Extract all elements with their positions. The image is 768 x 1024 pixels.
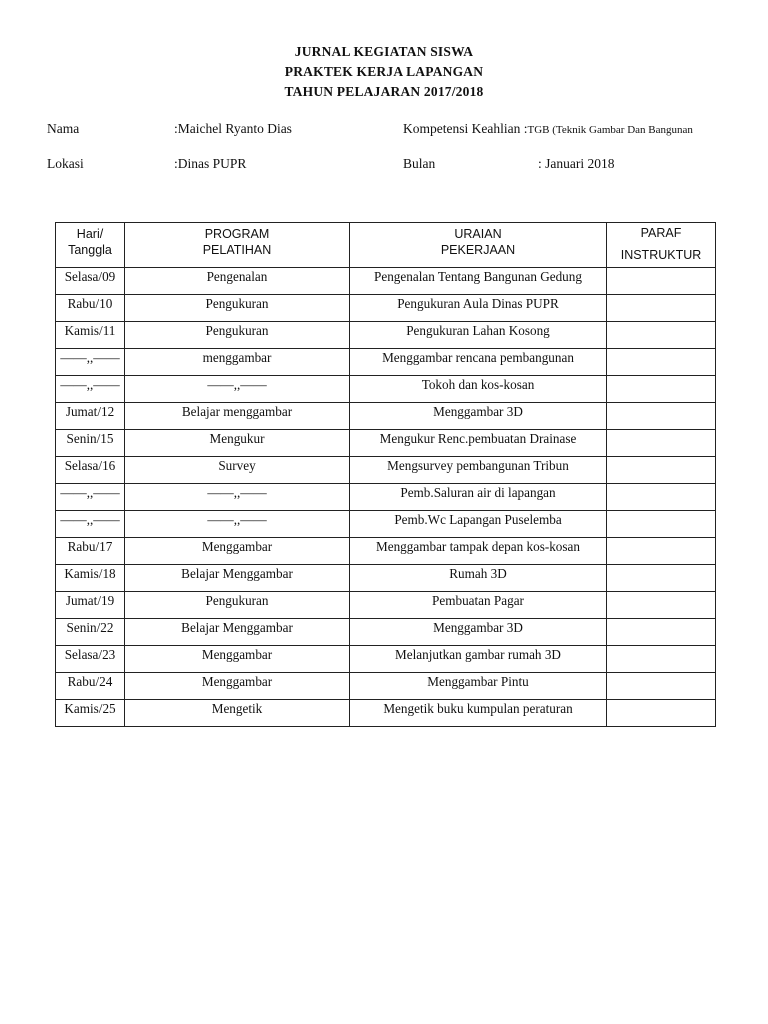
cell-uraian: Pengukuran Aula Dinas PUPR [350, 295, 607, 322]
cell-uraian: Pembuatan Pagar [350, 592, 607, 619]
cell-program: Menggambar [125, 646, 350, 673]
cell-hari: ——,,—— [56, 511, 125, 538]
table-row [56, 592, 716, 619]
cell-paraf [607, 646, 716, 673]
kompetensi-label: Kompetensi Keahlian : [403, 121, 528, 136]
cell-paraf [607, 376, 716, 403]
cell-uraian: Menggambar rencana pembangunan [350, 349, 607, 376]
lokasi-label: Lokasi [47, 156, 84, 171]
cell-program: Menggambar [125, 673, 350, 700]
header-paraf-line2: INSTRUKTUR [620, 248, 702, 262]
cell-hari: ——,,—— [56, 376, 125, 403]
cell-paraf [607, 565, 716, 592]
header-hari-line2: Tanggla [68, 243, 112, 257]
cell-paraf [607, 700, 716, 727]
cell-hari: Jumat/19 [56, 592, 125, 619]
cell-uraian: Pemb.Wc Lapangan Puselemba [350, 511, 607, 538]
cell-uraian: Menggambar tampak depan kos-kosan [350, 538, 607, 565]
cell-uraian: Pengukuran Lahan Kosong [350, 322, 607, 349]
cell-program: Survey [125, 457, 350, 484]
cell-program: ——,,—— [125, 511, 350, 538]
cell-paraf [607, 403, 716, 430]
doc-title-line3: TAHUN PELAJARAN 2017/2018 [284, 84, 484, 99]
cell-uraian: Tokoh dan kos-kosan [350, 376, 607, 403]
header-uraian-line2: PEKERJAAN [440, 243, 516, 257]
cell-program: ——,,—— [125, 376, 350, 403]
cell-uraian: Menggambar Pintu [350, 673, 607, 700]
cell-program: Belajar Menggambar [125, 619, 350, 646]
cell-hari: Selasa/23 [56, 646, 125, 673]
cell-paraf [607, 484, 716, 511]
cell-program: menggambar [125, 349, 350, 376]
cell-hari: Selasa/09 [56, 268, 125, 295]
cell-program: Mengetik [125, 700, 350, 727]
nama-label: Nama [47, 121, 80, 136]
cell-uraian: Mengukur Renc.pembuatan Drainase [350, 430, 607, 457]
table-row [56, 322, 716, 349]
journal-header-row [56, 223, 716, 268]
bulan-label: Bulan [403, 156, 436, 171]
table-row [56, 700, 716, 727]
cell-hari: Senin/15 [56, 430, 125, 457]
cell-paraf [607, 673, 716, 700]
header-uraian-line1: URAIAN [454, 227, 502, 241]
cell-paraf [607, 619, 716, 646]
table-row [56, 673, 716, 700]
cell-hari: Rabu/17 [56, 538, 125, 565]
cell-uraian: Menggambar 3D [350, 403, 607, 430]
cell-uraian: Pengenalan Tentang Bangunan Gedung [350, 268, 607, 295]
cell-program: Belajar Menggambar [125, 565, 350, 592]
cell-uraian: Mengetik buku kumpulan peraturan [350, 700, 607, 727]
journal-body [56, 268, 716, 727]
cell-paraf [607, 538, 716, 565]
table-row [56, 511, 716, 538]
cell-hari: Kamis/18 [56, 565, 125, 592]
cell-paraf [607, 349, 716, 376]
cell-hari: Rabu/10 [56, 295, 125, 322]
kompetensi-value: TGB (Teknik Gambar Dan Bangunan [527, 124, 693, 136]
bulan-value: : Januari 2018 [538, 156, 615, 171]
cell-hari: ——,,—— [56, 349, 125, 376]
header-program-line2: PELATIHAN [202, 243, 272, 257]
cell-uraian: Rumah 3D [350, 565, 607, 592]
cell-uraian: Melanjutkan gambar rumah 3D [350, 646, 607, 673]
table-row [56, 295, 716, 322]
header-paraf-line1: PARAF [640, 226, 682, 240]
cell-hari: Selasa/16 [56, 457, 125, 484]
table-row [56, 430, 716, 457]
table-row [56, 268, 716, 295]
cell-program: Pengukuran [125, 295, 350, 322]
cell-program: Mengukur [125, 430, 350, 457]
header-program [125, 223, 350, 268]
cell-program: Pengukuran [125, 592, 350, 619]
cell-hari: Kamis/25 [56, 700, 125, 727]
header-paraf [607, 223, 716, 268]
cell-uraian: Pemb.Saluran air di lapangan [350, 484, 607, 511]
table-row [56, 484, 716, 511]
lokasi-value: :Dinas PUPR [174, 156, 247, 171]
cell-program: Menggambar [125, 538, 350, 565]
header-hari [56, 223, 125, 268]
cell-program: Belajar menggambar [125, 403, 350, 430]
cell-hari: Kamis/11 [56, 322, 125, 349]
cell-hari: Senin/22 [56, 619, 125, 646]
cell-hari: Rabu/24 [56, 673, 125, 700]
table-row [56, 349, 716, 376]
table-row [56, 646, 716, 673]
table-row [56, 403, 716, 430]
cell-paraf [607, 268, 716, 295]
cell-uraian: Mengsurvey pembangunan Tribun [350, 457, 607, 484]
doc-title-line1: JURNAL KEGIATAN SISWA [294, 44, 474, 59]
cell-hari: ——,,—— [56, 484, 125, 511]
journal-table [55, 222, 716, 727]
table-row [56, 565, 716, 592]
cell-program: Pengenalan [125, 268, 350, 295]
header-uraian [350, 223, 607, 268]
cell-program: ——,,—— [125, 484, 350, 511]
nama-value: :Maichel Ryanto Dias [174, 121, 292, 136]
kompetensi-field [403, 121, 693, 137]
doc-title-line2: PRAKTEK KERJA LAPANGAN [284, 64, 484, 79]
table-row [56, 538, 716, 565]
cell-paraf [607, 511, 716, 538]
cell-program: Pengukuran [125, 322, 350, 349]
cell-uraian: Menggambar 3D [350, 619, 607, 646]
cell-paraf [607, 322, 716, 349]
cell-paraf [607, 295, 716, 322]
cell-hari: Jumat/12 [56, 403, 125, 430]
header-program-line1: PROGRAM [204, 227, 270, 241]
table-row [56, 376, 716, 403]
header-hari-line1: Hari/ [76, 227, 104, 241]
cell-paraf [607, 430, 716, 457]
cell-paraf [607, 592, 716, 619]
table-row [56, 457, 716, 484]
cell-paraf [607, 457, 716, 484]
table-row [56, 619, 716, 646]
